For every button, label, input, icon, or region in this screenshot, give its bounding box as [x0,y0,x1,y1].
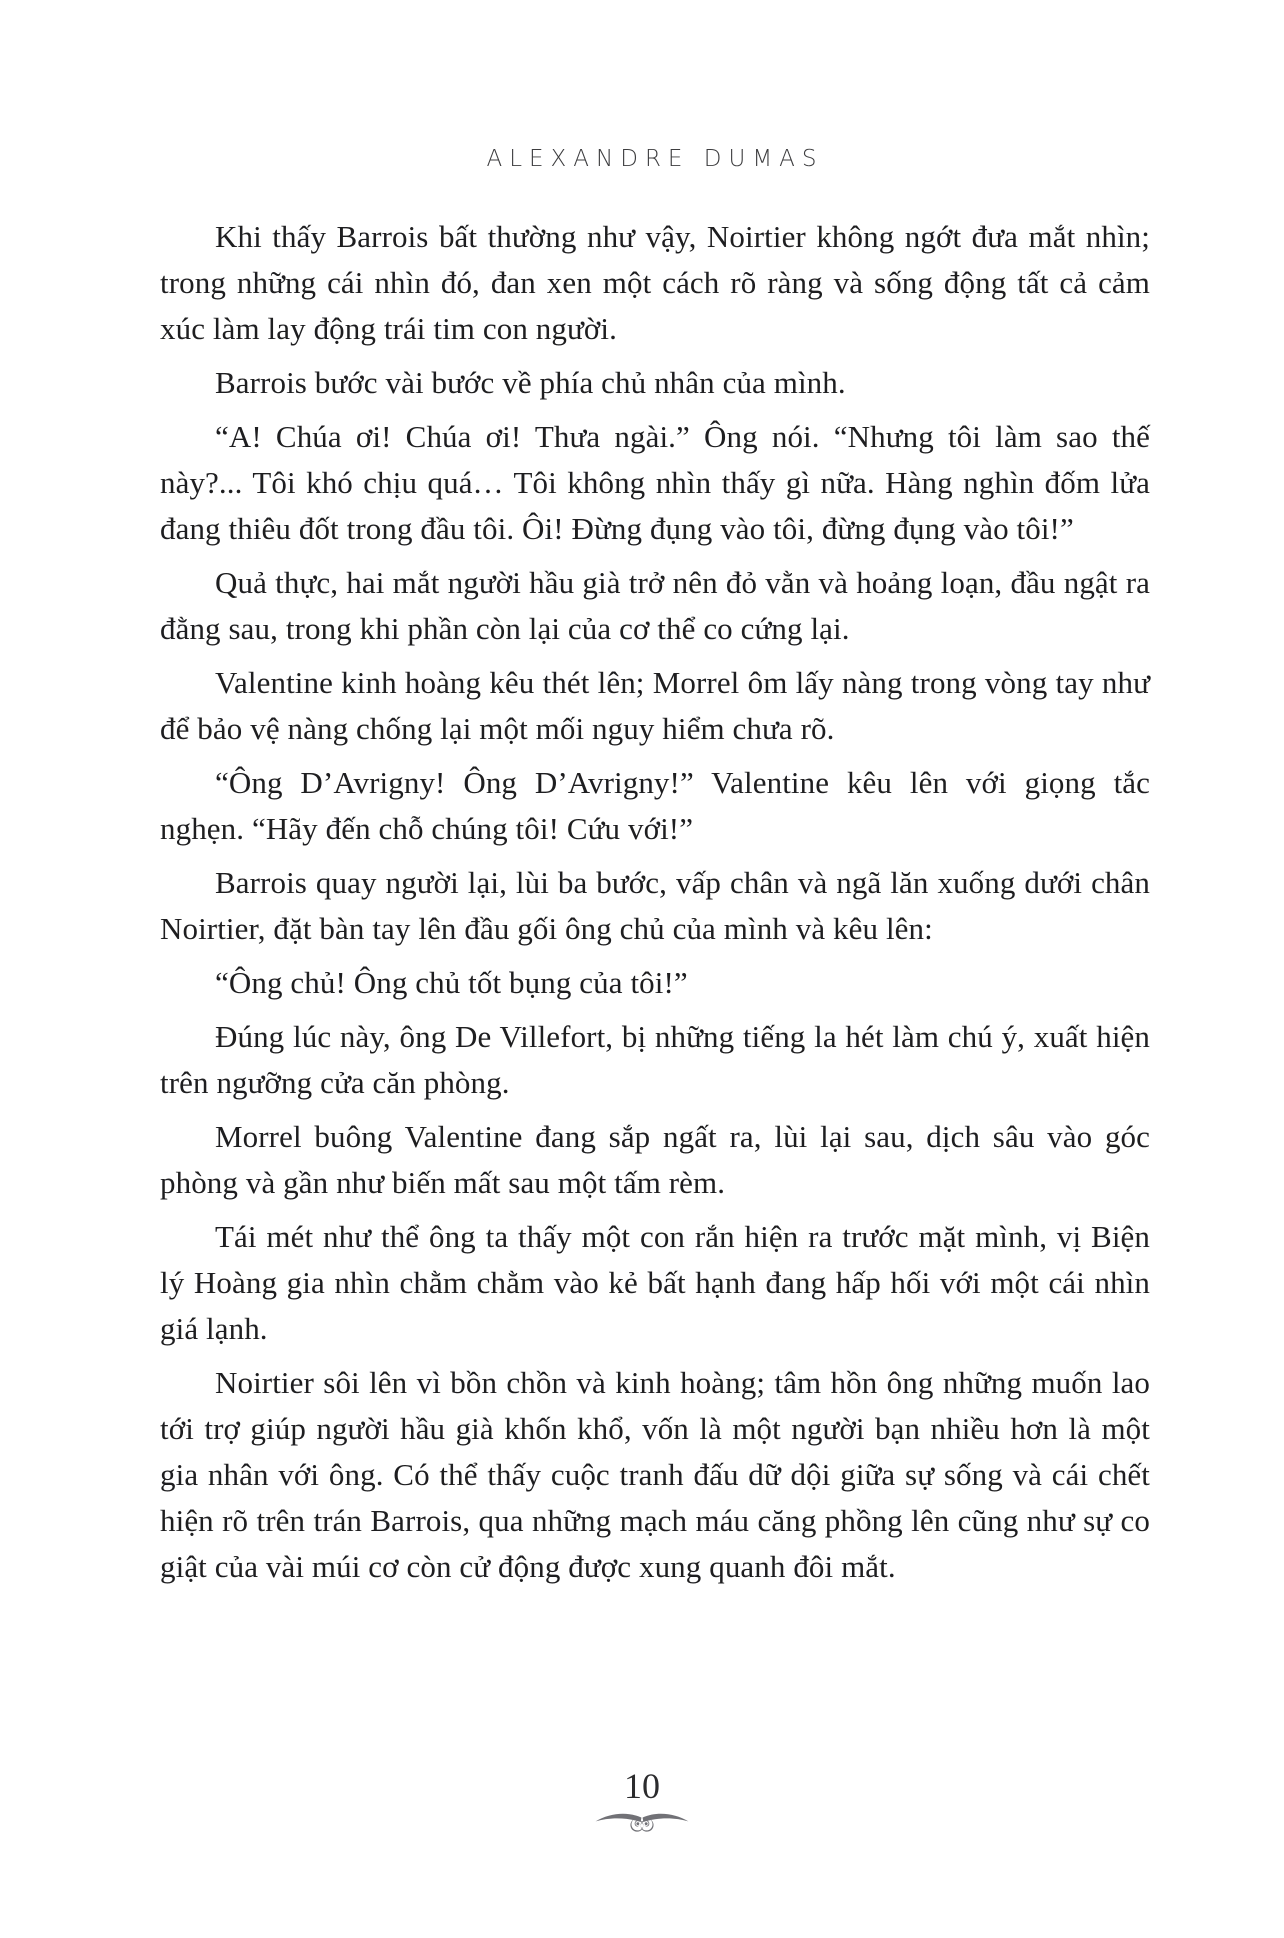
paragraph: Quả thực, hai mắt người hầu già trở nên đỏ vằn và hoảng loạn, đầu ngật ra đằng sau, trong khi phần còn lại của cơ thể co cứng lại. [160,565,1150,646]
page-footer [0,1768,1284,1844]
paragraph: “Ông D’Avrigny! Ông D’Avrigny!” Valentine kêu lên với giọng tắc nghẹn. “Hãy đến chỗ chúng tôi! Cứu với!” [160,765,1150,846]
paragraph: Noirtier sôi lên vì bồn chồn và kinh hoàng; tâm hồn ông những muốn lao tới trợ giúp người hầu già khốn khổ, vốn là một người bạn nhiều hơn là một gia nhân với ông. Có thể thấy cuộc tranh đấu dữ dội giữa sự sống và cái chết hiện rõ trên trán Barrois, qua những mạch máu căng phồng lên cũng như sự co giật của vài múi cơ còn cử động được xung quanh đôi mắt. [160,1365,1150,1584]
paragraph: Barrois quay người lại, lùi ba bước, vấp chân và ngã lăn xuống dưới chân Noirtier, đặt bàn tay lên đầu gối ông chủ của mình và kêu lên: [160,865,1150,946]
paragraph: Barrois bước vài bước về phía chủ nhân của mình. [215,365,846,400]
paragraph: “A! Chúa ơi! Chúa ơi! Thưa ngài.” Ông nói. “Nhưng tôi làm sao thế này?... Tôi khó chịu quá… Tôi không nhìn thấy gì nữa. Hàng nghìn đốm lửa đang thiêu đốt trong đầu tôi. Ôi! Đừng đụng vào tôi, đừng đụng vào tôi!” [160,419,1150,546]
paragraph: Khi thấy Barrois bất thường như vậy, Noirtier không ngớt đưa mắt nhìn; trong những cái nhìn đó, đan xen một cách rõ ràng và sống động tất cả cảm xúc làm lay động trái tim con người. [160,219,1150,346]
running-header-author: ALEXANDRE DUMAS [486,146,824,172]
paragraph: Tái mét như thể ông ta thấy một con rắn hiện ra trước mặt mình, vị Biện lý Hoàng gia nhìn chằm chằm vào kẻ bất hạnh đang hấp hối với một cái nhìn giá lạnh. [160,1219,1150,1346]
flourish-divider-icon [0,1807,1284,1844]
paragraph: Morrel buông Valentine đang sắp ngất ra, lùi lại sau, dịch sâu vào góc phòng và gần như biến mất sau một tấm rèm. [160,1119,1150,1200]
page-number: 10 [624,1766,660,1806]
paragraph: Valentine kinh hoàng kêu thét lên; Morrel ôm lấy nàng trong vòng tay như để bảo vệ nàng chống lại một mối nguy hiểm chưa rõ. [160,665,1150,746]
paragraph: “Ông chủ! Ông chủ tốt bụng của tôi!” [215,965,688,1000]
paragraph: Đúng lúc này, ông De Villefort, bị những tiếng la hét làm chú ý, xuất hiện trên ngưỡng cửa căn phòng. [160,1019,1150,1100]
body-text [160,214,1150,1590]
